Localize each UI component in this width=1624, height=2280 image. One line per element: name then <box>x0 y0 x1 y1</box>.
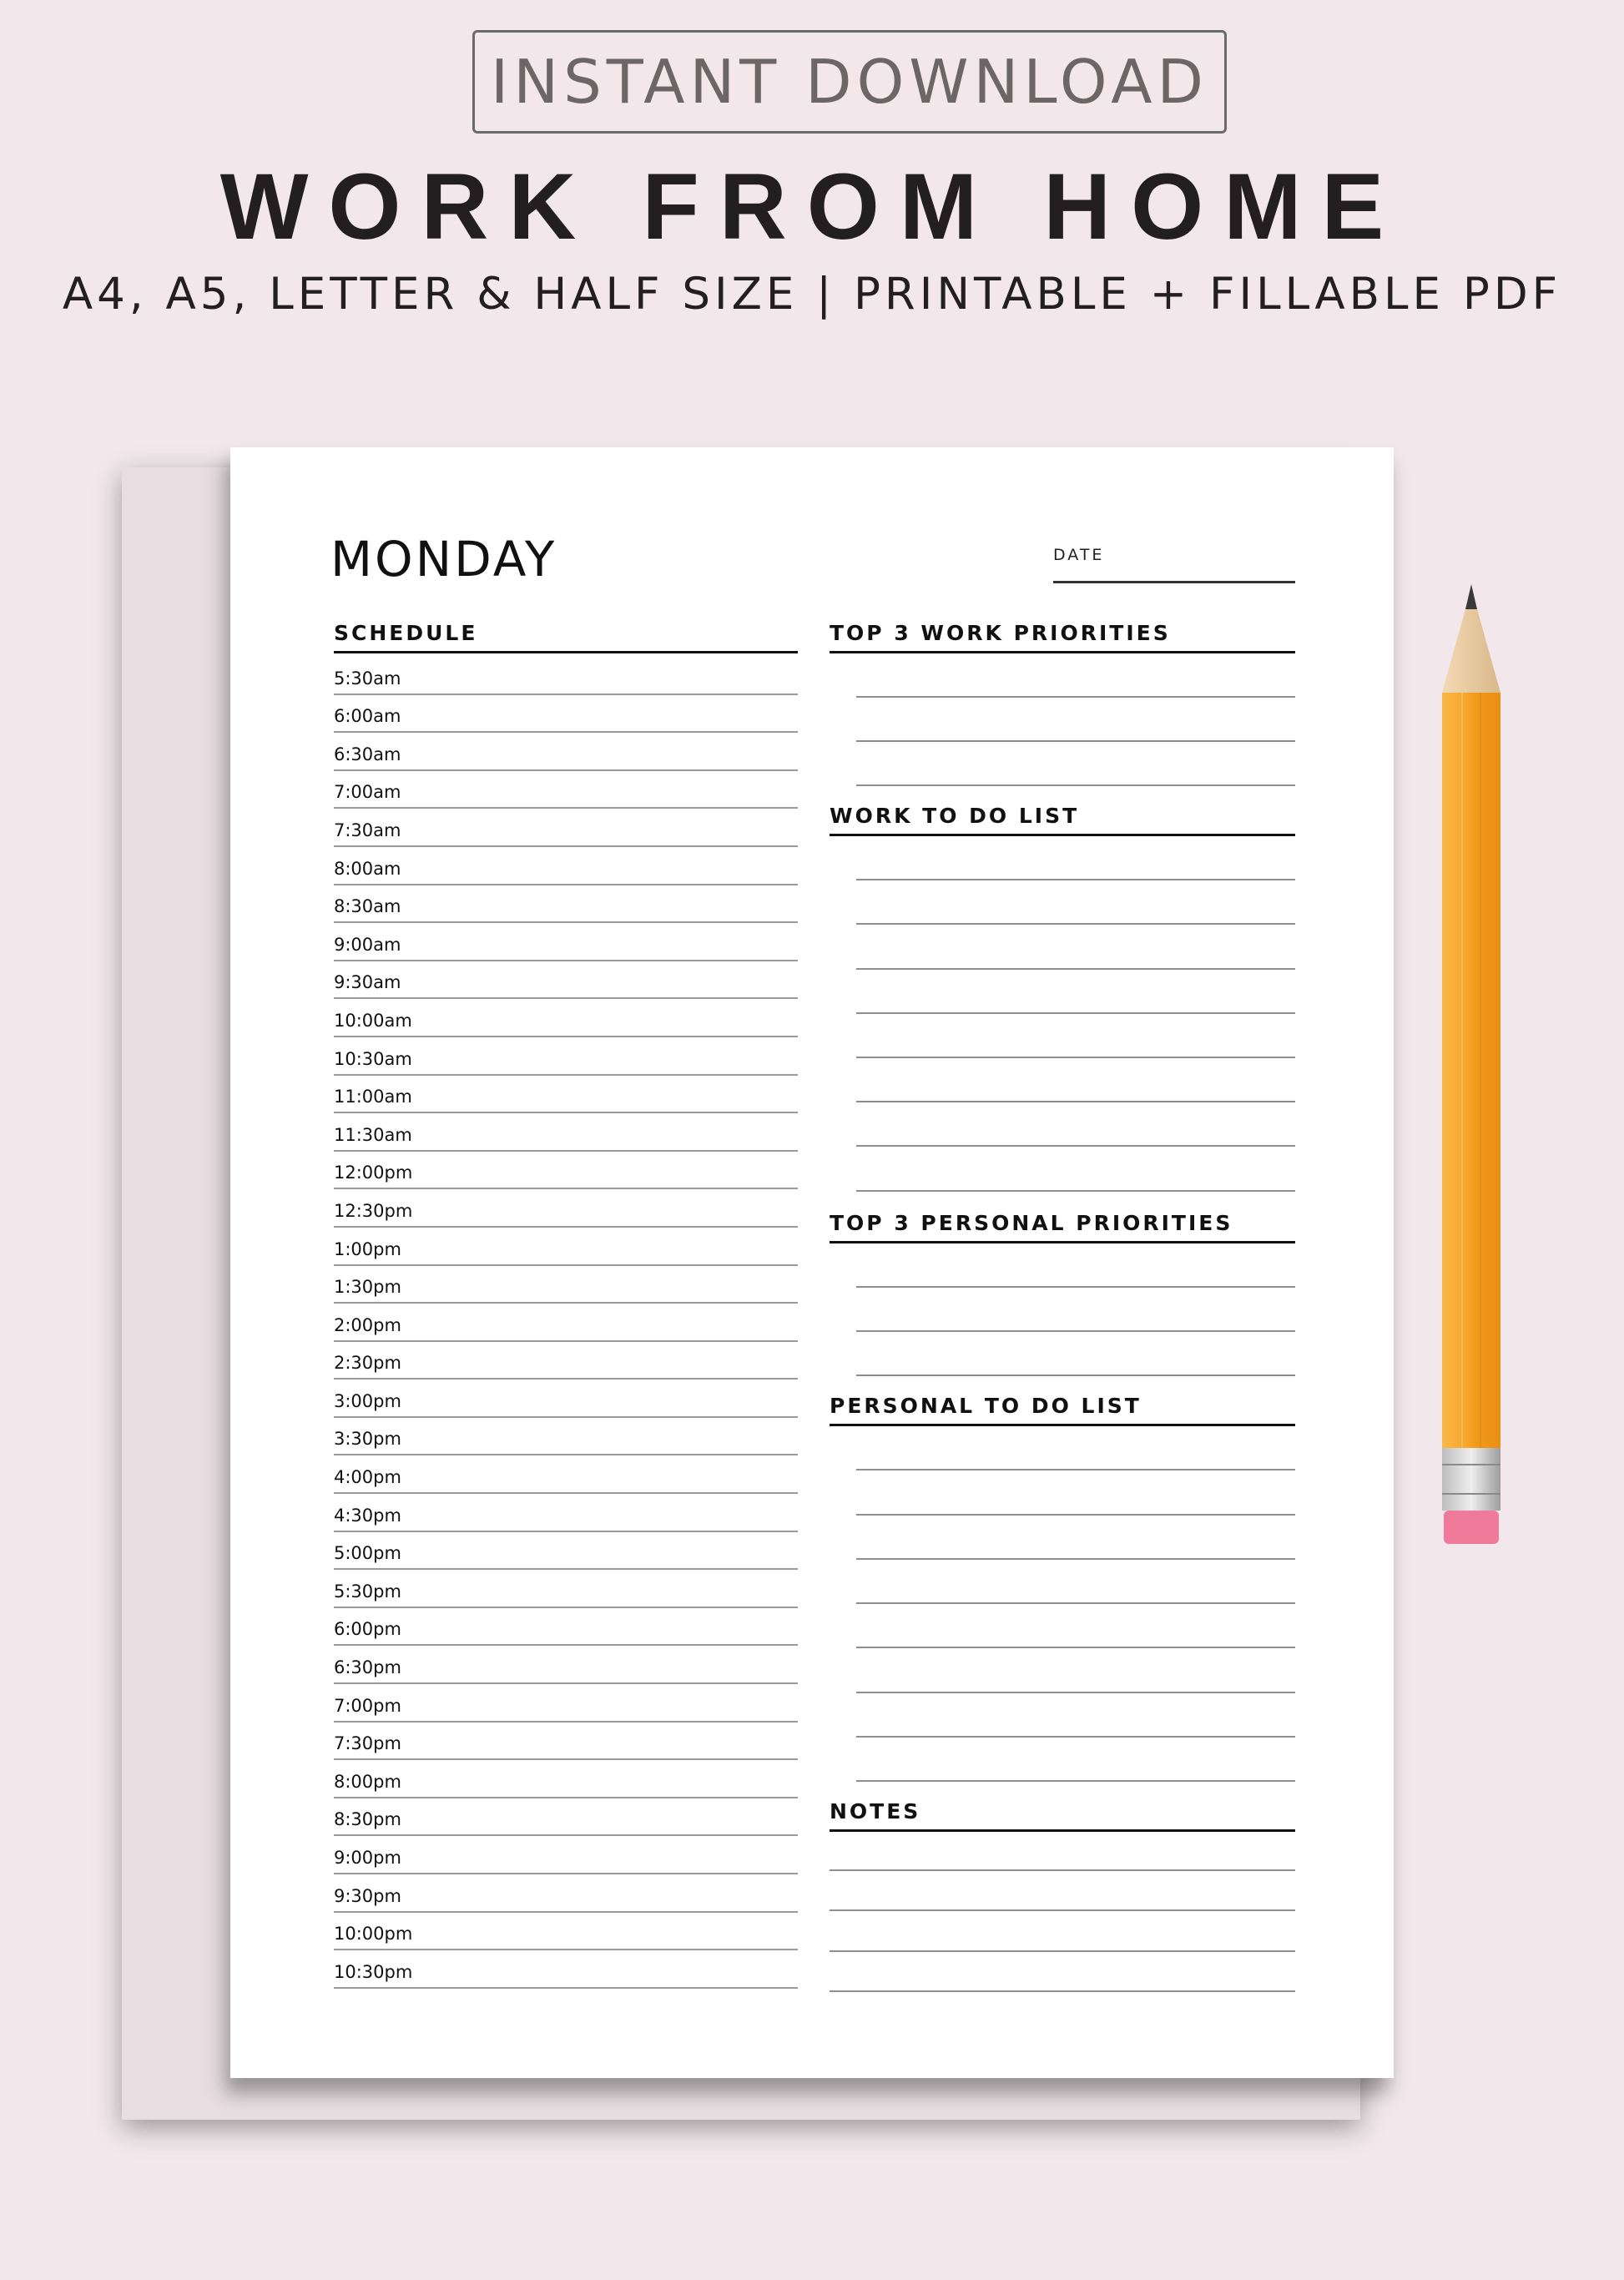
schedule-time: 7:30pm <box>334 1733 401 1754</box>
instant-download-badge <box>472 30 1227 134</box>
schedule-row[interactable] <box>334 1342 798 1380</box>
schedule-time: 10:30am <box>334 1048 412 1069</box>
writing-line[interactable] <box>856 1693 1295 1738</box>
page-subtitle: A4, A5, LETTER & HALF SIZE | PRINTABLE + FILLABLE PDF <box>62 269 1562 320</box>
schedule-time: 5:30am <box>334 668 401 689</box>
writing-line[interactable] <box>856 1516 1295 1560</box>
schedule-row[interactable] <box>334 923 798 961</box>
writing-line[interactable] <box>856 836 1295 880</box>
writing-line[interactable] <box>830 1871 1295 1912</box>
schedule-row[interactable] <box>334 1608 798 1647</box>
schedule-time: 1:00pm <box>334 1238 401 1259</box>
writing-line[interactable] <box>830 1911 1295 1952</box>
schedule-row[interactable] <box>334 1304 798 1342</box>
schedule-row[interactable] <box>334 1418 798 1456</box>
writing-line[interactable] <box>856 1147 1295 1191</box>
date-field[interactable] <box>1053 546 1295 583</box>
schedule-row[interactable] <box>334 1189 798 1228</box>
schedule-row[interactable] <box>334 1380 798 1418</box>
schedule-time: 11:30am <box>334 1124 412 1145</box>
work-todo-lines <box>856 836 1295 1192</box>
schedule-time: 10:30pm <box>334 1961 413 1982</box>
writing-line[interactable] <box>856 1738 1295 1782</box>
schedule-row[interactable] <box>334 1798 798 1837</box>
writing-line[interactable] <box>856 1332 1295 1376</box>
schedule-time: 7:30am <box>334 820 401 840</box>
schedule-time: 3:00pm <box>334 1390 401 1411</box>
writing-line[interactable] <box>856 653 1295 698</box>
schedule-time: 1:30pm <box>334 1277 401 1298</box>
writing-line[interactable] <box>830 1952 1295 1993</box>
schedule-row[interactable] <box>334 847 798 885</box>
schedule-time: 6:00pm <box>334 1619 401 1640</box>
schedule-time: 3:30pm <box>334 1429 401 1450</box>
schedule-row[interactable] <box>334 1723 798 1761</box>
pencil-icon <box>1442 584 1500 1577</box>
writing-line[interactable] <box>856 1560 1295 1604</box>
schedule-time: 10:00am <box>334 1010 412 1031</box>
section-heading-work-priorities: TOP 3 WORK PRIORITIES <box>830 621 1295 653</box>
planner-sheet <box>230 447 1394 2078</box>
schedule-row[interactable] <box>334 1836 798 1874</box>
schedule-row[interactable] <box>334 1760 798 1798</box>
schedule-row[interactable] <box>334 771 798 810</box>
schedule-row[interactable] <box>334 657 798 695</box>
schedule-row[interactable] <box>334 1532 798 1571</box>
writing-line[interactable] <box>856 1426 1295 1470</box>
work-priorities-lines <box>856 653 1295 786</box>
notes-lines <box>830 1830 1295 1992</box>
schedule-heading: SCHEDULE <box>334 621 798 653</box>
schedule-time: 2:00pm <box>334 1314 401 1335</box>
schedule-row[interactable] <box>334 733 798 771</box>
schedule-row[interactable] <box>334 1913 798 1951</box>
schedule-row[interactable] <box>334 1684 798 1723</box>
schedule-list <box>334 657 798 1989</box>
schedule-time: 5:30pm <box>334 1581 401 1602</box>
schedule-time: 4:00pm <box>334 1467 401 1488</box>
schedule-time: 8:30am <box>334 896 401 917</box>
section-heading-personal-priorities: TOP 3 PERSONAL PRIORITIES <box>830 1211 1295 1243</box>
schedule-row[interactable] <box>334 809 798 847</box>
personal-todo-lines <box>856 1426 1295 1782</box>
schedule-time: 11:00am <box>334 1087 412 1107</box>
schedule-time: 4:30pm <box>334 1505 401 1526</box>
schedule-row[interactable] <box>334 885 798 924</box>
schedule-time: 9:00pm <box>334 1848 401 1868</box>
day-title: MONDAY <box>330 531 557 588</box>
schedule-row[interactable] <box>334 1874 798 1913</box>
schedule-time: 9:30am <box>334 972 401 993</box>
writing-line[interactable] <box>856 1058 1295 1102</box>
schedule-time: 12:00pm <box>334 1163 413 1183</box>
writing-line[interactable] <box>856 698 1295 742</box>
schedule-time: 8:00am <box>334 858 401 879</box>
schedule-row[interactable] <box>334 961 798 1000</box>
schedule-time: 6:30am <box>334 744 401 764</box>
schedule-row[interactable] <box>334 1494 798 1532</box>
schedule-row[interactable] <box>334 1228 798 1266</box>
date-label: DATE <box>1053 546 1105 564</box>
schedule-time: 12:30pm <box>334 1200 413 1221</box>
writing-line[interactable] <box>856 1102 1295 1147</box>
schedule-row[interactable] <box>334 1570 798 1608</box>
schedule-row[interactable] <box>334 695 798 734</box>
schedule-time: 6:30pm <box>334 1657 401 1678</box>
schedule-row[interactable] <box>334 1455 798 1494</box>
schedule-time: 6:00am <box>334 706 401 727</box>
schedule-time: 10:00pm <box>334 1924 413 1945</box>
schedule-time: 2:30pm <box>334 1353 401 1374</box>
writing-line[interactable] <box>856 1014 1295 1058</box>
schedule-time: 7:00am <box>334 782 401 803</box>
schedule-row[interactable] <box>334 1037 798 1076</box>
section-heading-notes: NOTES <box>830 1799 1295 1832</box>
writing-line[interactable] <box>856 1604 1295 1648</box>
schedule-time: 9:00am <box>334 934 401 955</box>
writing-line[interactable] <box>856 970 1295 1014</box>
schedule-row[interactable] <box>334 1950 798 1989</box>
writing-line[interactable] <box>856 1470 1295 1515</box>
schedule-row[interactable] <box>334 999 798 1037</box>
schedule-row[interactable] <box>334 1266 798 1304</box>
schedule-time: 8:00pm <box>334 1771 401 1792</box>
schedule-time: 9:30pm <box>334 1885 401 1906</box>
schedule-row[interactable] <box>334 1113 798 1152</box>
schedule-row[interactable] <box>334 1076 798 1114</box>
writing-line[interactable] <box>856 925 1295 969</box>
section-heading-work-todo: WORK TO DO LIST <box>830 804 1295 836</box>
writing-line[interactable] <box>856 742 1295 786</box>
writing-line[interactable] <box>830 1830 1295 1871</box>
schedule-time: 8:30pm <box>334 1809 401 1830</box>
page-title: WORK FROM HOME <box>219 154 1405 259</box>
badge-text: INSTANT DOWNLOAD <box>491 47 1208 117</box>
schedule-time: 5:00pm <box>334 1543 401 1564</box>
writing-line[interactable] <box>856 880 1295 925</box>
personal-priorities-lines <box>856 1243 1295 1376</box>
pencil-body <box>1442 693 1500 1448</box>
writing-line[interactable] <box>856 1243 1295 1288</box>
schedule-time: 7:00pm <box>334 1695 401 1716</box>
writing-line[interactable] <box>856 1288 1295 1332</box>
section-heading-personal-todo: PERSONAL TO DO LIST <box>830 1394 1295 1426</box>
writing-line[interactable] <box>856 1648 1295 1692</box>
schedule-row[interactable] <box>334 1646 798 1684</box>
schedule-row[interactable] <box>334 1152 798 1190</box>
